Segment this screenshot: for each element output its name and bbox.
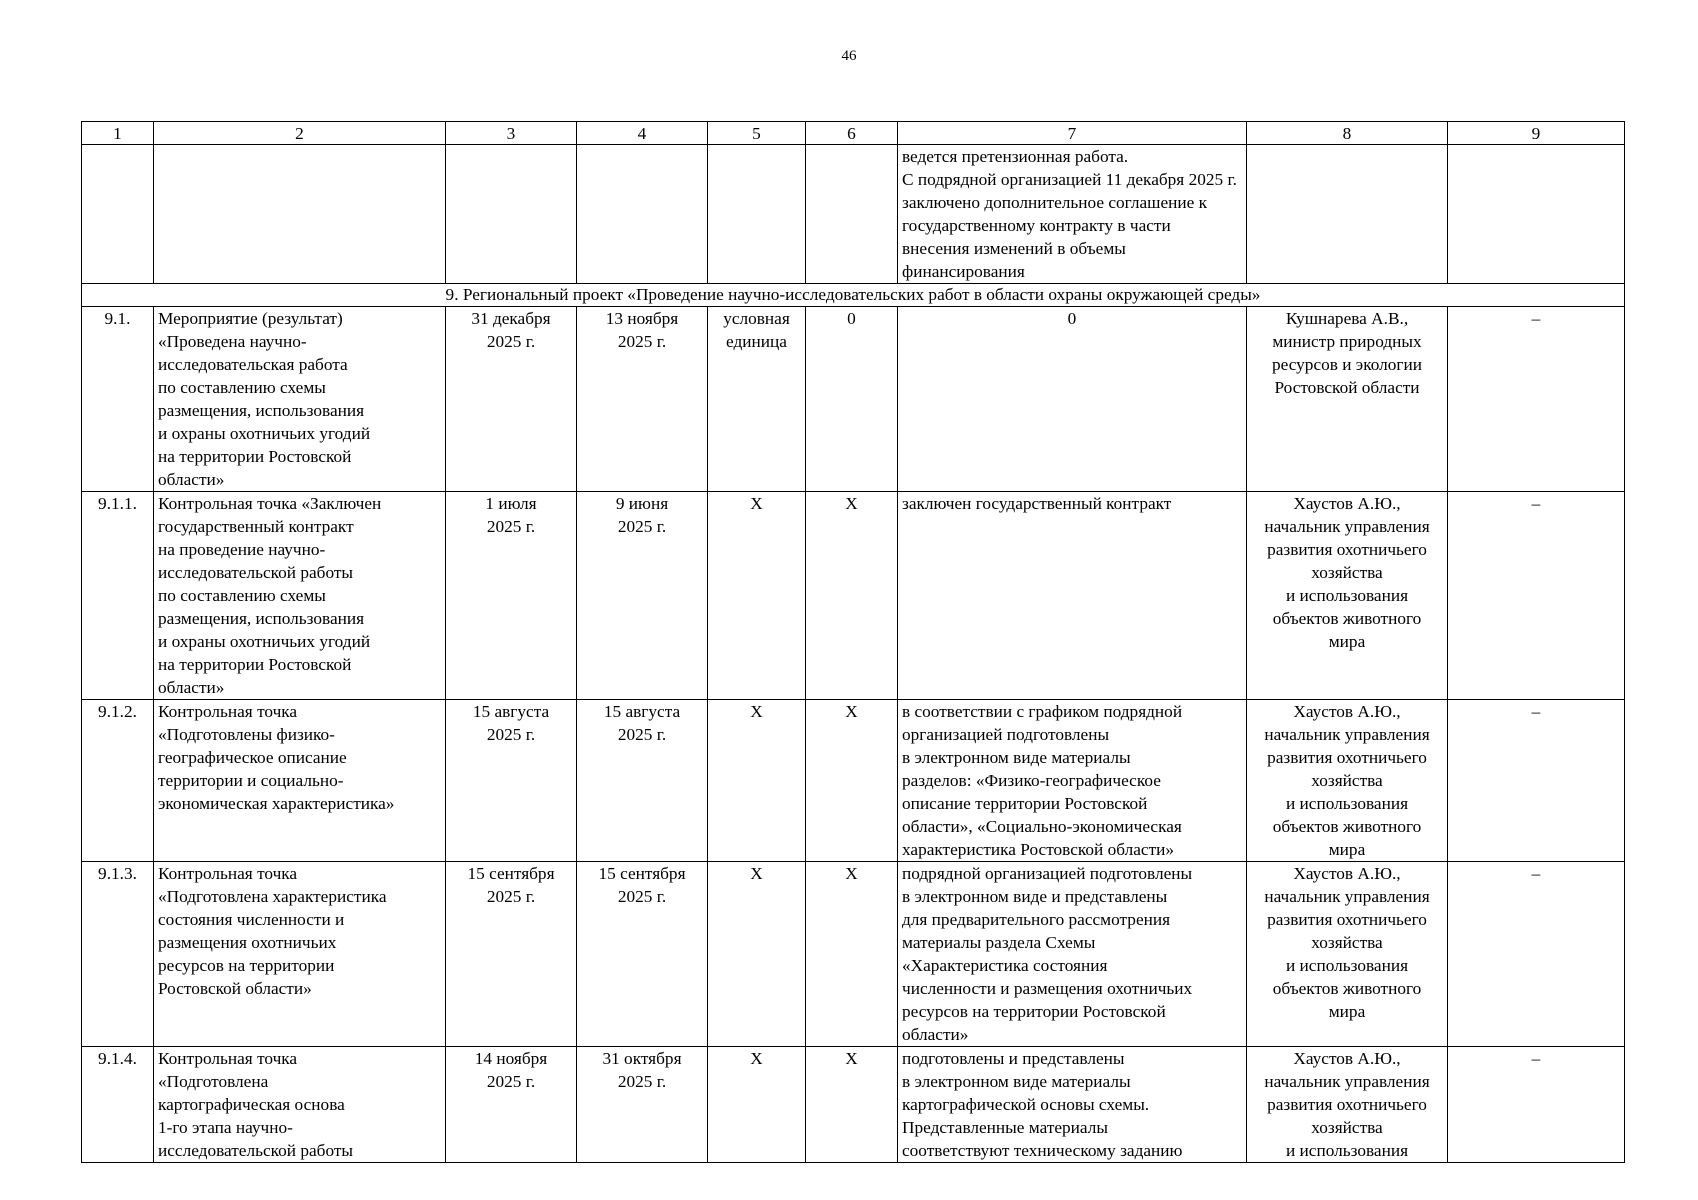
table-row (82, 492, 1625, 700)
header-row (82, 122, 1625, 145)
row-name: Контрольная точка «Подготовлена картографическая основа 1-го этапа научно- исследовательской работы (154, 1047, 446, 1163)
page-number: 46 (841, 48, 857, 64)
table-row (82, 700, 1625, 862)
value: X (806, 492, 898, 700)
table-row (82, 1047, 1625, 1163)
header-cell: 4 (577, 122, 708, 145)
note: – (1448, 492, 1625, 700)
row-name: Контрольная точка «Заключен государственный контракт на проведение научно- исследовательской работы по составлению схемы размещения, использования и охраны охотничьих угодий на территории Ростовской области» (154, 492, 446, 700)
note: – (1448, 700, 1625, 862)
row-name: Контрольная точка «Подготовлена характеристика состояния численности и размещения охотничьих ресурсов на территории Ростовской области» (154, 862, 446, 1047)
fact-date: 15 августа 2025 г. (577, 700, 708, 862)
header-cell: 5 (708, 122, 806, 145)
table-row (82, 862, 1625, 1047)
plan-date: 14 ноября 2025 г. (446, 1047, 577, 1163)
header-cell: 7 (898, 122, 1247, 145)
continuation-row (82, 145, 1625, 284)
fact-date: 31 октября 2025 г. (577, 1047, 708, 1163)
responsible: Хаустов А.Ю., начальник управления развития охотничьего хозяйства и использования объектов животного мира (1247, 492, 1448, 700)
value: X (806, 700, 898, 862)
info: заключен государственный контракт (898, 492, 1247, 700)
info: подрядной организацией подготовлены в электронном виде и представлены для предварительного рассмотрения материалы раздела Схемы «Характеристика состояния численности и размещения охотничьих ресурсов на территории Ростовской области» (898, 862, 1247, 1047)
section-row (82, 284, 1625, 307)
header-cell: 3 (446, 122, 577, 145)
fact-date: 15 сентября 2025 г. (577, 862, 708, 1047)
section-title: 9. Региональный проект «Проведение научно-исследовательских работ в области охраны окружающей среды» (82, 284, 1625, 307)
unit: X (708, 862, 806, 1047)
fact-date: 9 июня 2025 г. (577, 492, 708, 700)
responsible: Хаустов А.Ю., начальник управления развития охотничьего хозяйства и использования (1247, 1047, 1448, 1163)
plan-date: 15 сентября 2025 г. (446, 862, 577, 1047)
row-name: Мероприятие (результат) «Проведена научно- исследовательская работа по составлению схемы размещения, использования и охраны охотничьих угодий на территории Ростовской области» (154, 307, 446, 492)
row-number: 9.1.2. (82, 700, 154, 862)
value: X (806, 1047, 898, 1163)
value: 0 (806, 307, 898, 492)
row-name: Контрольная точка «Подготовлены физико- географическое описание территории и социально- экономическая характеристика» (154, 700, 446, 862)
empty-cell (577, 145, 708, 284)
empty-cell (154, 145, 446, 284)
row-number: 9.1.3. (82, 862, 154, 1047)
info: 0 (898, 307, 1247, 492)
plan-date: 1 июля 2025 г. (446, 492, 577, 700)
header-cell: 6 (806, 122, 898, 145)
row-number: 9.1.1. (82, 492, 154, 700)
plan-date: 15 августа 2025 г. (446, 700, 577, 862)
empty-cell (446, 145, 577, 284)
responsible: Хаустов А.Ю., начальник управления развития охотничьего хозяйства и использования объектов животного мира (1247, 700, 1448, 862)
plan-date: 31 декабря 2025 г. (446, 307, 577, 492)
note: – (1448, 307, 1625, 492)
fact-date: 13 ноября 2025 г. (577, 307, 708, 492)
empty-cell (82, 145, 154, 284)
header-cell: 2 (154, 122, 446, 145)
row-number: 9.1.4. (82, 1047, 154, 1163)
note: – (1448, 862, 1625, 1047)
continuation-info: ведется претензионная работа. С подрядной организацией 11 декабря 2025 г. заключено дополнительное соглашение к государственному контракту в части внесения изменений в объемы финансирования (898, 145, 1247, 284)
unit: X (708, 492, 806, 700)
row-number: 9.1. (82, 307, 154, 492)
empty-cell (708, 145, 806, 284)
unit: X (708, 700, 806, 862)
responsible: Кушнарева А.В., министр природных ресурсов и экологии Ростовской области (1247, 307, 1448, 492)
header-cell: 8 (1247, 122, 1448, 145)
unit: X (708, 1047, 806, 1163)
empty-cell (1247, 145, 1448, 284)
empty-cell (806, 145, 898, 284)
report-table (81, 121, 1625, 1163)
responsible: Хаустов А.Ю., начальник управления развития охотничьего хозяйства и использования объектов животного мира (1247, 862, 1448, 1047)
info: в соответствии с графиком подрядной организацией подготовлены в электронном виде материалы разделов: «Физико-географическое описание территории Ростовской области», «Социально-экономическая характеристика Ростовской области» (898, 700, 1247, 862)
table-row (82, 307, 1625, 492)
value: X (806, 862, 898, 1047)
empty-cell (1448, 145, 1625, 284)
unit: условная единица (708, 307, 806, 492)
note: – (1448, 1047, 1625, 1163)
header-cell: 1 (82, 122, 154, 145)
info: подготовлены и представлены в электронном виде материалы картографической основы схемы. Представленные материалы соответствуют техническому заданию (898, 1047, 1247, 1163)
header-cell: 9 (1448, 122, 1625, 145)
